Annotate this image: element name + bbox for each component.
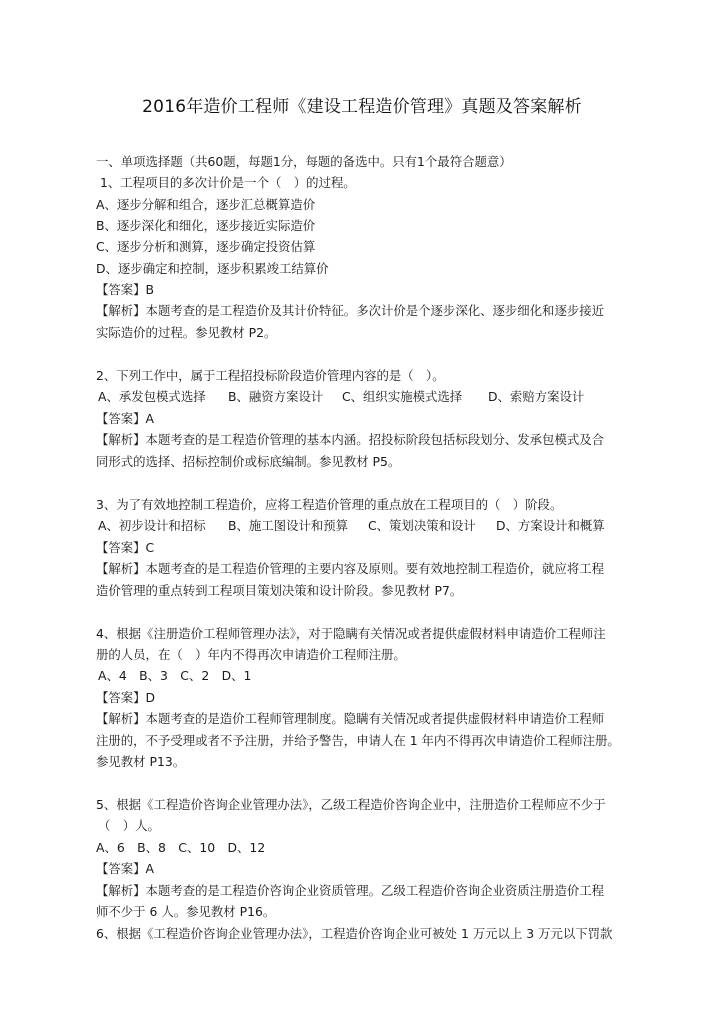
question-4-stem-line-2: 册的人员，在（ ）年内不得再次申请造价工程师注册。 xyxy=(96,647,406,662)
question-3-option-d: D、方案设计和概算 xyxy=(496,518,605,533)
question-3-option-a: A、初步设计和招标 xyxy=(98,518,206,533)
question-4-analysis-line-1: 【解析】本题考查的是造价工程师管理制度。隐瞒有关情况或者提供虚假材料申请造价工程师 xyxy=(96,711,605,726)
question-4-analysis-line-3: 参见教材 P13。 xyxy=(96,754,186,769)
question-1-option-b: B、逐步深化和细化，逐步接近实际造价 xyxy=(96,218,316,233)
question-5-analysis-line-1: 【解析】本题考查的是工程造价咨询企业资质管理。乙级工程造价咨询企业资质注册造价工程 xyxy=(96,883,605,898)
question-1-option-c: C、逐步分析和测算，逐步确定投资估算 xyxy=(96,239,316,254)
question-5-stem-line-2: （ ）人。 xyxy=(98,818,160,833)
question-2-answer: 【答案】A xyxy=(96,411,155,426)
section-heading: 一、单项选择题（共60题，每题1分，每题的备选中。只有1个最符合题意） xyxy=(96,154,512,169)
question-2-option-c: C、组织实施模式选择 xyxy=(342,389,463,404)
question-3-stem: 3、为了有效地控制工程造价，应将工程造价管理的重点放在工程项目的（ ）阶段。 xyxy=(96,497,563,512)
question-4-stem-line-1: 4、根据《注册造价工程师管理办法》，对于隐瞒有关情况或者提供虚假材料申请造价工程师注 xyxy=(96,626,606,641)
question-2-option-a: A、承发包模式选择 xyxy=(98,389,206,404)
question-3-analysis-line-1: 【解析】本题考查的是工程造价管理的主要内容及原则。要有效地控制工程造价，就应将工程 xyxy=(96,561,605,576)
question-4-analysis-line-2: 注册的，不予受理或者不予注册，并给予警告，申请人在 1 年内不得再次申请造价工程师注册。 xyxy=(96,733,620,748)
question-3-analysis-line-2: 造价管理的重点转到工程项目策划决策和设计阶段。参见教材 P7。 xyxy=(96,583,463,598)
question-5-answer: 【答案】A xyxy=(96,861,155,876)
question-1-analysis-line-2: 实际造价的过程。参见教材 P2。 xyxy=(96,325,277,340)
question-5-analysis-line-2: 师不少于 6 人。参见教材 P16。 xyxy=(96,904,276,919)
question-2-option-b: B、融资方案设计 xyxy=(228,389,324,404)
question-2-analysis-line-2: 同形式的选择、招标控制价或标底编制。参见教材 P5。 xyxy=(96,454,401,469)
question-3-option-b: B、施工图设计和预算 xyxy=(228,518,349,533)
question-1-option-d: D、逐步确定和控制，逐步积累竣工结算价 xyxy=(96,261,329,276)
question-3-options xyxy=(98,518,638,534)
document-title: 2016年造价工程师《建设工程造价管理》真题及答案解析 xyxy=(142,97,582,117)
question-2-stem: 2、下列工作中，属于工程招投标阶段造价管理内容的是（ ）。 xyxy=(96,368,445,383)
question-4-options: A、4 B、3 C、2 D、1 xyxy=(98,668,252,683)
question-1-answer: 【答案】B xyxy=(96,282,155,297)
question-4-answer: 【答案】D xyxy=(96,690,156,705)
question-1-stem: 1、工程项目的多次计价是一个（ ）的过程。 xyxy=(100,175,356,190)
question-1-option-a: A、逐步分解和组合，逐步汇总概算造价 xyxy=(96,197,316,212)
question-2-option-d: D、索赔方案设计 xyxy=(488,389,585,404)
question-6-stem: 6、根据《工程造价咨询企业管理办法》，工程造价咨询企业可被处 1 万元以上 3 万元以下罚款 xyxy=(96,926,613,941)
question-5-options: A、6 B、8 C、10 D、12 xyxy=(96,840,266,855)
question-2-options xyxy=(98,389,638,405)
question-1-analysis-line-1: 【解析】本题考查的是工程造价及其计价特征。多次计价是个逐步深化、逐步细化和逐步接近 xyxy=(96,303,605,318)
question-5-stem-line-1: 5、根据《工程造价咨询企业管理办法》，乙级工程造价咨询企业中，注册造价工程师应不少于 xyxy=(96,797,606,812)
question-3-option-c: C、策划决策和设计 xyxy=(368,518,476,533)
question-3-answer: 【答案】C xyxy=(96,540,155,555)
question-2-analysis-line-1: 【解析】本题考查的是工程造价管理的基本内涵。招投标阶段包括标段划分、发承包模式及合 xyxy=(96,432,605,447)
